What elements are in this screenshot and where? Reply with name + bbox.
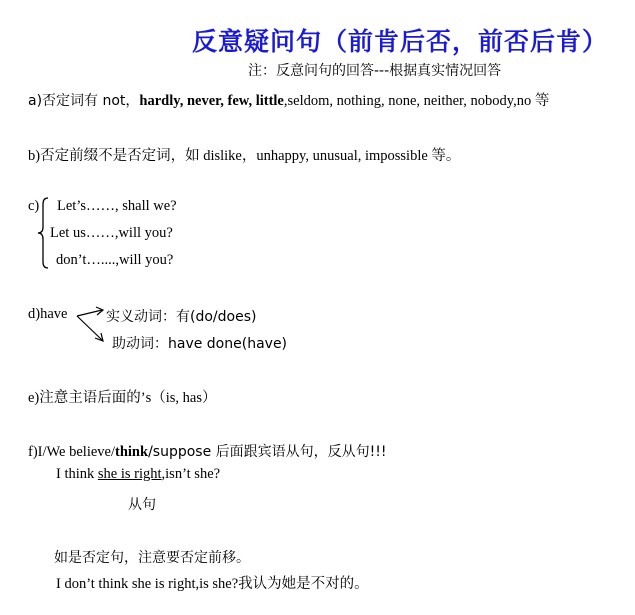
branch-arrows-icon [76, 306, 110, 346]
answer-note: 注：反意问句的回答---根据真实情况回答 [248, 63, 502, 79]
clause-label: 从句 [128, 497, 156, 513]
rule-f-example-pre: I think [56, 466, 98, 482]
rule-f-post: /suppose 后面跟宾语从句，反从句!!! [148, 444, 387, 460]
rule-d-label: d)have [28, 306, 68, 322]
rule-a [28, 89, 549, 110]
rule-c-label: c) [28, 198, 40, 214]
rule-a-rest: ,seldom, nothing, none, neither, nobody,no 等 [283, 93, 550, 109]
rule-e: e)注意主语后面的’s（is, has） [28, 390, 217, 406]
rule-f-example [56, 466, 220, 483]
rule-f-pre: f)I/We believe/ [28, 444, 115, 460]
rule-a-negative-words: hardly, never, few, little [139, 93, 284, 109]
rule-d-meaning-lexical: 实义动词：有(do/does) [106, 309, 257, 325]
rule-c-item-2: Let us……,will you? [50, 225, 173, 241]
rule-d-meaning-auxiliary: 助动词：have done(have) [112, 336, 288, 352]
curly-brace-icon [37, 197, 49, 269]
rule-f-example-post: ,isn’t she? [161, 466, 221, 482]
rule-a-prefix: a)否定词有 not， [28, 93, 140, 109]
rule-b: b)否定前缀不是否定词，如 dislike，unhappy, unusual, impossible 等。 [28, 148, 461, 164]
rule-c-item-1: Let’s……, shall we? [57, 198, 177, 214]
rule-f-think: think [115, 444, 149, 460]
negative-shift-example: I don’t think she is right,is she?我认为她是不对的。 [56, 576, 369, 592]
rule-f-example-clause: she is right [97, 466, 162, 482]
negative-shift-rule: 如是否定句，注意要否定前移。 [54, 550, 250, 566]
page-title: 反意疑问句（前肯后否，前否后肯） [192, 27, 609, 56]
rule-c-item-3: don’t…....,will you? [56, 252, 174, 268]
rule-f [28, 441, 386, 461]
